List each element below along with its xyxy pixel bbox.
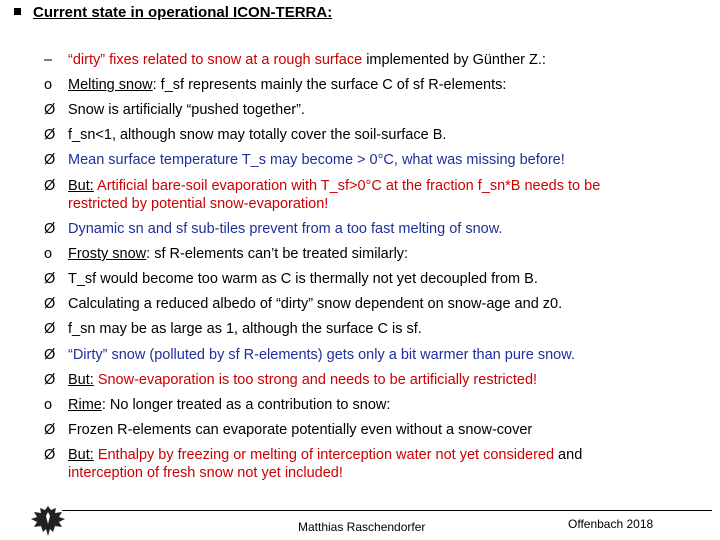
item-heading: But:	[68, 447, 94, 463]
footer-place-date: Offenbach 2018	[568, 517, 654, 531]
arrow-bullet: Ø	[44, 271, 56, 287]
item-text: f_sn may be as large as 1, although the surface C is sf.	[68, 321, 422, 337]
item-text-red: Snow-evaporation is too strong and needs to be artificially restricted!	[93, 372, 538, 388]
arrow-bullet: Ø	[44, 321, 56, 337]
item-text-red: restricted by potential snow-evaporation!	[68, 196, 329, 212]
arrow-bullet: Ø	[44, 152, 56, 168]
item-text: Frozen R-elements can evaporate potentially even without a snow-cover	[68, 422, 533, 438]
footer-divider	[62, 510, 712, 511]
slide-title-text: Current state in operational ICON-TERRA:	[33, 4, 333, 21]
item-text: implemented by Günther Z.:	[362, 52, 546, 68]
item-text: : sf R-elements can’t be treated similarly:	[146, 246, 409, 262]
item-text: T_sf would become too warm as C is thermally not yet decoupled from B.	[68, 271, 538, 287]
item-heading: Frosty snow	[68, 246, 147, 262]
item-text-blue: Dynamic sn and sf sub-tiles prevent from a too fast melting of snow.	[68, 221, 503, 237]
item-text: and	[554, 447, 583, 463]
arrow-bullet: Ø	[44, 102, 56, 118]
item-text-red: Enthalpy by freezing or melting of interception water not yet considered	[93, 447, 555, 463]
item-text: : No longer treated as a contribution to snow:	[101, 397, 391, 413]
item-text: Snow is artificially “pushed together”.	[68, 102, 305, 118]
item-heading: Rime	[68, 397, 102, 413]
item-text: f_sn<1, although snow may totally cover the soil-surface B.	[68, 127, 447, 143]
item-text-red: “dirty” fixes related to snow at a rough surface	[68, 52, 363, 68]
item-heading: Melting snow	[68, 77, 153, 93]
arrow-bullet: Ø	[44, 447, 56, 463]
arrow-bullet: Ø	[44, 296, 56, 312]
item-text-red: Artificial bare-soil evaporation with T_sf>0°C at the fraction f_sn*B needs to be	[93, 178, 601, 194]
circle-bullet: o	[44, 397, 53, 413]
item-text: Calculating a reduced albedo of “dirty” snow dependent on snow-age and z0.	[68, 296, 563, 312]
circle-bullet: o	[44, 77, 53, 93]
slide-title	[14, 4, 332, 21]
arrow-bullet: Ø	[44, 347, 56, 363]
arrow-bullet: Ø	[44, 372, 56, 388]
item-text: : f_sf represents mainly the surface C of sf R-elements:	[152, 77, 507, 93]
footer-author: Matthias Raschendorfer	[298, 520, 426, 534]
square-bullet-icon	[14, 8, 21, 15]
arrow-bullet: Ø	[44, 422, 56, 438]
item-heading: But:	[68, 372, 94, 388]
item-text-blue: “Dirty” snow (polluted by sf R-elements) gets only a bit warmer than pure snow.	[68, 347, 575, 363]
item-text-red: interception of fresh snow not yet included!	[68, 465, 343, 481]
arrow-bullet: Ø	[44, 127, 56, 143]
eagle-logo-icon	[28, 502, 68, 540]
arrow-bullet: Ø	[44, 221, 56, 237]
dash-bullet: –	[44, 52, 53, 68]
arrow-bullet: Ø	[44, 178, 56, 194]
circle-bullet: o	[44, 246, 53, 262]
item-heading: But:	[68, 178, 94, 194]
item-text-blue: Mean surface temperature T_s may become > 0°C, what was missing before!	[68, 152, 565, 168]
